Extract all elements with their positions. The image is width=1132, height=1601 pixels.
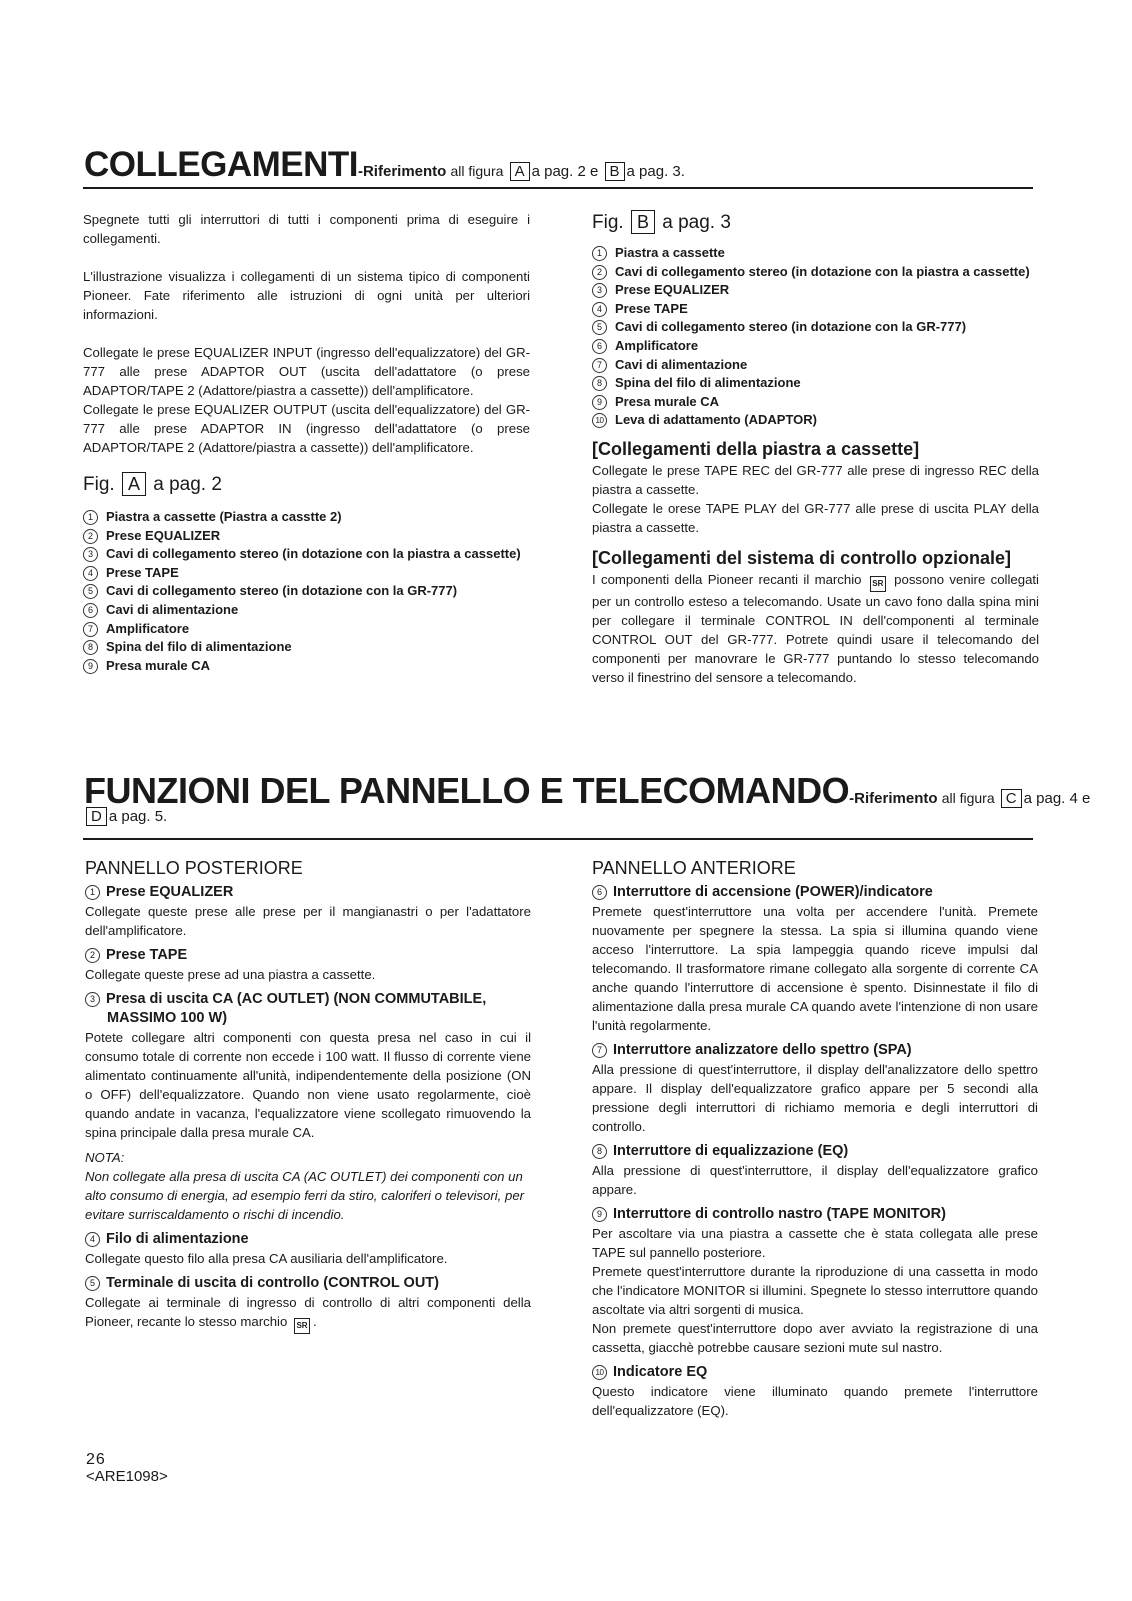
- front-item-10-title: [592, 1363, 1038, 1382]
- figure-a-list: [83, 508, 530, 675]
- list-item-text: Cavi di alimentazione: [106, 601, 239, 617]
- number-circle-icon: 6: [592, 339, 607, 354]
- front-panel-heading: PANNELLO ANTERIORE: [592, 858, 796, 878]
- front-item-8-body: Alla pressione di quest'interruttore, il display dell'equalizzatore grafico appare.: [592, 1163, 1038, 1197]
- item-title-text: Interruttore di equalizzazione (EQ): [613, 1143, 849, 1159]
- control-system-heading: [Collegamenti del sistema di controllo opzionale]: [592, 547, 1012, 568]
- section-rule-1: [83, 187, 1033, 189]
- list-item: [83, 582, 530, 601]
- number-circle-icon: 7: [83, 622, 98, 637]
- front-item-7-body: Alla pressione di quest'interruttore, il display dell'analizzatore dello spettro appare. Il display dell'equalizzatore grafico appare per 5 secondi alla pressione degli interruttori di richiamo memoria e degli interruttori di controllo.: [592, 1062, 1038, 1134]
- page-number: 26: [86, 1451, 106, 1468]
- list-item-text: Cavi di alimentazione: [615, 356, 748, 372]
- cassette-connections-heading: [Collegamenti della piastra a cassette]: [592, 438, 920, 459]
- number-circle-icon: 6: [83, 603, 98, 618]
- list-item: [83, 564, 530, 583]
- number-circle-icon: 1: [83, 510, 98, 525]
- item-title-text: Filo di alimentazione: [106, 1231, 249, 1247]
- number-circle-icon: 9: [592, 395, 607, 410]
- number-circle-icon: 5: [592, 320, 607, 335]
- ref-page-2: a pag. 5.: [108, 808, 168, 825]
- item-title-text: Interruttore di accensione (POWER)/indicatore: [613, 884, 933, 900]
- number-circle-icon: 8: [592, 376, 607, 391]
- list-item: [592, 244, 1039, 263]
- figure-box-b: B: [605, 162, 625, 181]
- fig-page: a pag. 3: [662, 212, 731, 233]
- list-item-text: Presa murale CA: [106, 657, 211, 673]
- list-item-text: Piastra a cassette: [615, 245, 725, 260]
- intro-paragraph-2: L'illustrazione visualizza i collegamenti di un sistema tipico di componenti Pioneer. Fate riferimento alle istruzioni di ogni unità per ulteriori informazioni.: [83, 269, 530, 322]
- list-item: [83, 601, 530, 620]
- ref-label: -Riferimento: [849, 790, 938, 807]
- ref-mid: all figura: [450, 163, 504, 179]
- ref-page-2: a pag. 3.: [626, 163, 685, 180]
- ref-page-1: a pag. 2 e: [531, 163, 599, 180]
- figure-b-heading: [592, 210, 1039, 236]
- list-item-text: Amplificatore: [615, 337, 699, 353]
- fig-label: Fig.: [83, 474, 115, 495]
- list-item: [592, 374, 1039, 393]
- list-item-text: Presa murale CA: [615, 393, 720, 409]
- front-item-9-body-2: Premete quest'interruttore durante la riproduzione di una cassetta in modo che l'indicatore MONITOR si illumini. Spegnete lo stesso interruttore quando ascoltate via altri sorgenti di musica.: [592, 1264, 1038, 1317]
- number-circle-icon: 9: [592, 1207, 607, 1222]
- number-circle-icon: 3: [83, 547, 98, 562]
- list-item-text: Leva di adattamento (ADAPTOR): [615, 412, 818, 428]
- rear-item-3-title-line-2: MASSIMO 100 W): [107, 1010, 228, 1026]
- rear-item-1-body: Collegate queste prese alle prese per il mangianastri o per l'adattatore dell'amplificatore.: [85, 904, 531, 938]
- front-item-7-title: [592, 1041, 1038, 1060]
- collegamenti-title: COLLEGAMENTI: [84, 145, 358, 184]
- figure-a-heading: [83, 472, 530, 498]
- rear-item-1-title: [85, 883, 531, 902]
- number-circle-icon: 5: [83, 584, 98, 599]
- connections-right-column: [592, 210, 1039, 687]
- list-item: [83, 657, 530, 676]
- front-item-8-title: [592, 1142, 1038, 1161]
- connections-left-column: [83, 210, 530, 675]
- number-circle-icon: 2: [85, 948, 100, 963]
- list-item-text: Spina del filo di alimentazione: [615, 375, 801, 391]
- control-text-1: I componenti della Pioneer recanti il marchio: [592, 571, 862, 587]
- cassette-paragraph-1: Collegate le prese TAPE REC del GR-777 alle prese di ingresso REC della piastra a cassette.: [592, 462, 1039, 497]
- list-item: [592, 281, 1039, 300]
- rear-item-5-body: [85, 1293, 531, 1334]
- front-item-9-body-3: Non premete quest'interruttore dopo aver avviato la registrazione di una cassetta, giacchè potrebbe causare sezioni mute sul nastro.: [592, 1321, 1038, 1355]
- front-panel-column: [592, 857, 1038, 1426]
- list-item-text: Amplificatore: [106, 620, 190, 636]
- funzioni-title: FUNZIONI DEL PANNELLO E TELECOMANDO: [84, 770, 850, 811]
- page-footer: [86, 1451, 168, 1485]
- rear-panel-heading: PANNELLO POSTERIORE: [85, 858, 303, 878]
- document-code: <ARE1098>: [86, 1468, 168, 1485]
- ref-page-1: a pag. 4 e: [1023, 790, 1091, 807]
- number-circle-icon: 4: [85, 1232, 100, 1247]
- number-circle-icon: 4: [592, 302, 607, 317]
- list-item: [83, 508, 530, 527]
- list-item: [592, 393, 1039, 412]
- sr-logo-icon: SR: [294, 1318, 310, 1334]
- list-item-text: Cavi di collegamento stereo (in dotazione con la GR-777): [615, 319, 967, 335]
- number-circle-icon: 3: [592, 283, 607, 298]
- figure-box-d: D: [86, 807, 107, 826]
- list-item: [592, 318, 1039, 337]
- collegamenti-heading: [84, 147, 685, 182]
- item-title-text: Prese EQUALIZER: [106, 884, 234, 900]
- intro-paragraph-1: Spegnete tutti gli interruttori di tutti i componenti prima di eseguire i collegamenti.: [83, 212, 530, 246]
- item-5-period: .: [313, 1314, 317, 1329]
- number-circle-icon: 5: [85, 1276, 100, 1291]
- funzioni-heading: [84, 770, 1091, 811]
- rear-item-2-body: Collegate queste prese ad una piastra a cassette.: [85, 967, 376, 982]
- rear-panel-column: [85, 857, 531, 1340]
- number-circle-icon: 10: [592, 413, 607, 428]
- number-circle-icon: 7: [592, 358, 607, 373]
- item-title-text: Interruttore analizzatore dello spettro (SPA): [613, 1042, 912, 1058]
- note-body: Non collegate alla presa di uscita CA (AC OUTLET) dei componenti con un alto consumo di energia, ad esempio ferri da stiro, caloriferi o televisori, per evitare surriscaldamento o rischi di incendio.: [85, 1169, 525, 1222]
- item-title-text: Presa di uscita CA (AC OUTLET) (NON COMMUTABILE,: [106, 991, 487, 1007]
- list-item: [83, 638, 530, 657]
- list-item: [592, 300, 1039, 319]
- number-circle-icon: 6: [592, 885, 607, 900]
- front-item-10-body: Questo indicatore viene illuminato quando premete l'interruttore dell'equalizzatore (EQ).: [592, 1384, 1038, 1418]
- number-circle-icon: 8: [83, 640, 98, 655]
- number-circle-icon: 1: [592, 246, 607, 261]
- number-circle-icon: 2: [83, 529, 98, 544]
- list-item-text: Piastra a cassette (Piastra a casstte 2): [106, 509, 342, 524]
- list-item: [83, 545, 530, 564]
- number-circle-icon: 3: [85, 992, 100, 1007]
- fig-page: a pag. 2: [153, 474, 222, 495]
- list-item-text: Cavi di collegamento stereo (in dotazione con la GR-777): [106, 583, 458, 599]
- rear-item-3-title: [85, 990, 531, 1009]
- item-title-text: Prese TAPE: [106, 947, 188, 963]
- front-item-9-title: [592, 1205, 1038, 1224]
- number-circle-icon: 8: [592, 1144, 607, 1159]
- control-text-2: possono venire collegati per un controllo esteso a telecomando. Usate un cavo fono dalla spina mini per collegare il terminale CONTROL IN dell'componenti al terminale CONTROL OUT del GR-777. Potrete quindi usare il telecomando del componenti per manovrare le GR-777 puntando lo stesso telecomando verso il finestrino del sensore a telecomando.: [592, 571, 1039, 685]
- item-title-text: Terminale di uscita di controllo (CONTROL OUT): [106, 1275, 439, 1291]
- control-system-paragraph: [592, 570, 1039, 687]
- sr-logo-icon: SR: [870, 576, 886, 592]
- list-item: [592, 337, 1039, 356]
- number-circle-icon: 2: [592, 265, 607, 280]
- list-item-text: Prese EQUALIZER: [106, 527, 221, 543]
- item-title-text: Indicatore EQ: [613, 1364, 708, 1380]
- rear-item-3-body: Potete collegare altri componenti con questa presa nel caso in cui il consumo totale di corrente non eccede i 100 watt. Il flusso di corrente viene alimentato continuamente all'unità, indipendentemente della posizione (ON o OFF) dell'equalizzatore. Quando non viene usato regolarmente, cioè quando andate in vacanza, l'equalizzatore viene scollegato rimuovendo la spina principale dalla presa murale CA.: [85, 1030, 531, 1140]
- cassette-paragraph-2: Collegate le orese TAPE PLAY del GR-777 alle prese di uscita PLAY della piastra a cassette.: [592, 500, 1039, 535]
- figure-b-list: [592, 244, 1039, 430]
- list-item-text: Cavi di collegamento stereo (in dotazione con la piastra a cassette): [106, 546, 521, 562]
- rear-item-4-title: [85, 1230, 531, 1249]
- rear-item-4-body: Collegate questo filo alla presa CA ausiliaria dell'amplificatore.: [85, 1251, 448, 1266]
- note-heading: NOTA:: [85, 1150, 125, 1165]
- item-title-text: Interruttore di controllo nastro (TAPE MONITOR): [613, 1206, 946, 1222]
- list-item-text: Prese TAPE: [106, 564, 179, 580]
- list-item: [592, 263, 1039, 282]
- list-item-text: Prese TAPE: [615, 300, 688, 316]
- rear-item-2-title: [85, 946, 531, 965]
- item-5-text: Collegate ai terminale di ingresso di controllo di altri componenti della Pioneer, recante lo stesso marchio: [85, 1295, 531, 1329]
- list-item: [83, 620, 530, 639]
- list-item: [592, 356, 1039, 375]
- list-item-text: Spina del filo di alimentazione: [106, 639, 292, 655]
- number-circle-icon: 9: [83, 659, 98, 674]
- funzioni-heading-line-2: [84, 807, 167, 827]
- figure-box-a: A: [122, 472, 146, 496]
- front-item-6-title: [592, 883, 1038, 902]
- figure-box-a: A: [510, 162, 530, 181]
- figure-box-c: C: [1001, 789, 1022, 808]
- intro-paragraph-4: Collegate le prese EQUALIZER OUTPUT (uscita dell'equalizzatore) del GR-777 alle prese ADAPTOR IN (ingresso dell'adattatore (o prese ADAPTOR/TAPE 2 (Adattore/piastra a cassette)) dell'amplificatore.: [83, 402, 530, 455]
- number-circle-icon: 1: [85, 885, 100, 900]
- intro-paragraph-3: Collegate le prese EQUALIZER INPUT (ingresso dell'equalizzatore) del GR-777 alle prese ADAPTOR OUT (uscita dell'adattatore (o prese ADAPTOR/TAPE 2 (Adattore/piastra a cassette)) dell'amplificatore.: [83, 345, 530, 398]
- number-circle-icon: 10: [592, 1365, 607, 1380]
- list-item-text: Cavi di collegamento stereo (in dotazione con la piastra a cassette): [615, 263, 1030, 279]
- rear-item-5-title: [85, 1274, 531, 1293]
- ref-mid: all figura: [941, 790, 995, 806]
- front-item-6-body: Premete quest'interruttore una volta per accendere l'unità. Premete nuovamente per spegnere la stessa. La spia si illumina quando viene acceso l'interruttore. La spia lampeggia quando riceve impulsi dal telecomando. Il trasformatore rimane collegato alla sorgente di corrente CA anche quando l'interruttore di accensione è spento. Disinnestate il filo di alimentazione dalla presa murale CA quando avete l'intenzione di non usare l'unità regolarmente.: [592, 904, 1038, 1033]
- list-item-text: Prese EQUALIZER: [615, 282, 730, 298]
- section-rule-2: [83, 838, 1033, 840]
- ref-label: -Riferimento: [357, 163, 447, 180]
- list-item: [83, 527, 530, 546]
- number-circle-icon: 4: [83, 566, 98, 581]
- list-item: [592, 411, 1039, 430]
- number-circle-icon: 7: [592, 1043, 607, 1058]
- front-item-9-body-1: Per ascoltare via una piastra a cassette che è stata collegata alle prese TAPE sul pannello posteriore.: [592, 1226, 1038, 1260]
- figure-box-b: B: [631, 210, 655, 234]
- fig-label: Fig.: [592, 212, 624, 233]
